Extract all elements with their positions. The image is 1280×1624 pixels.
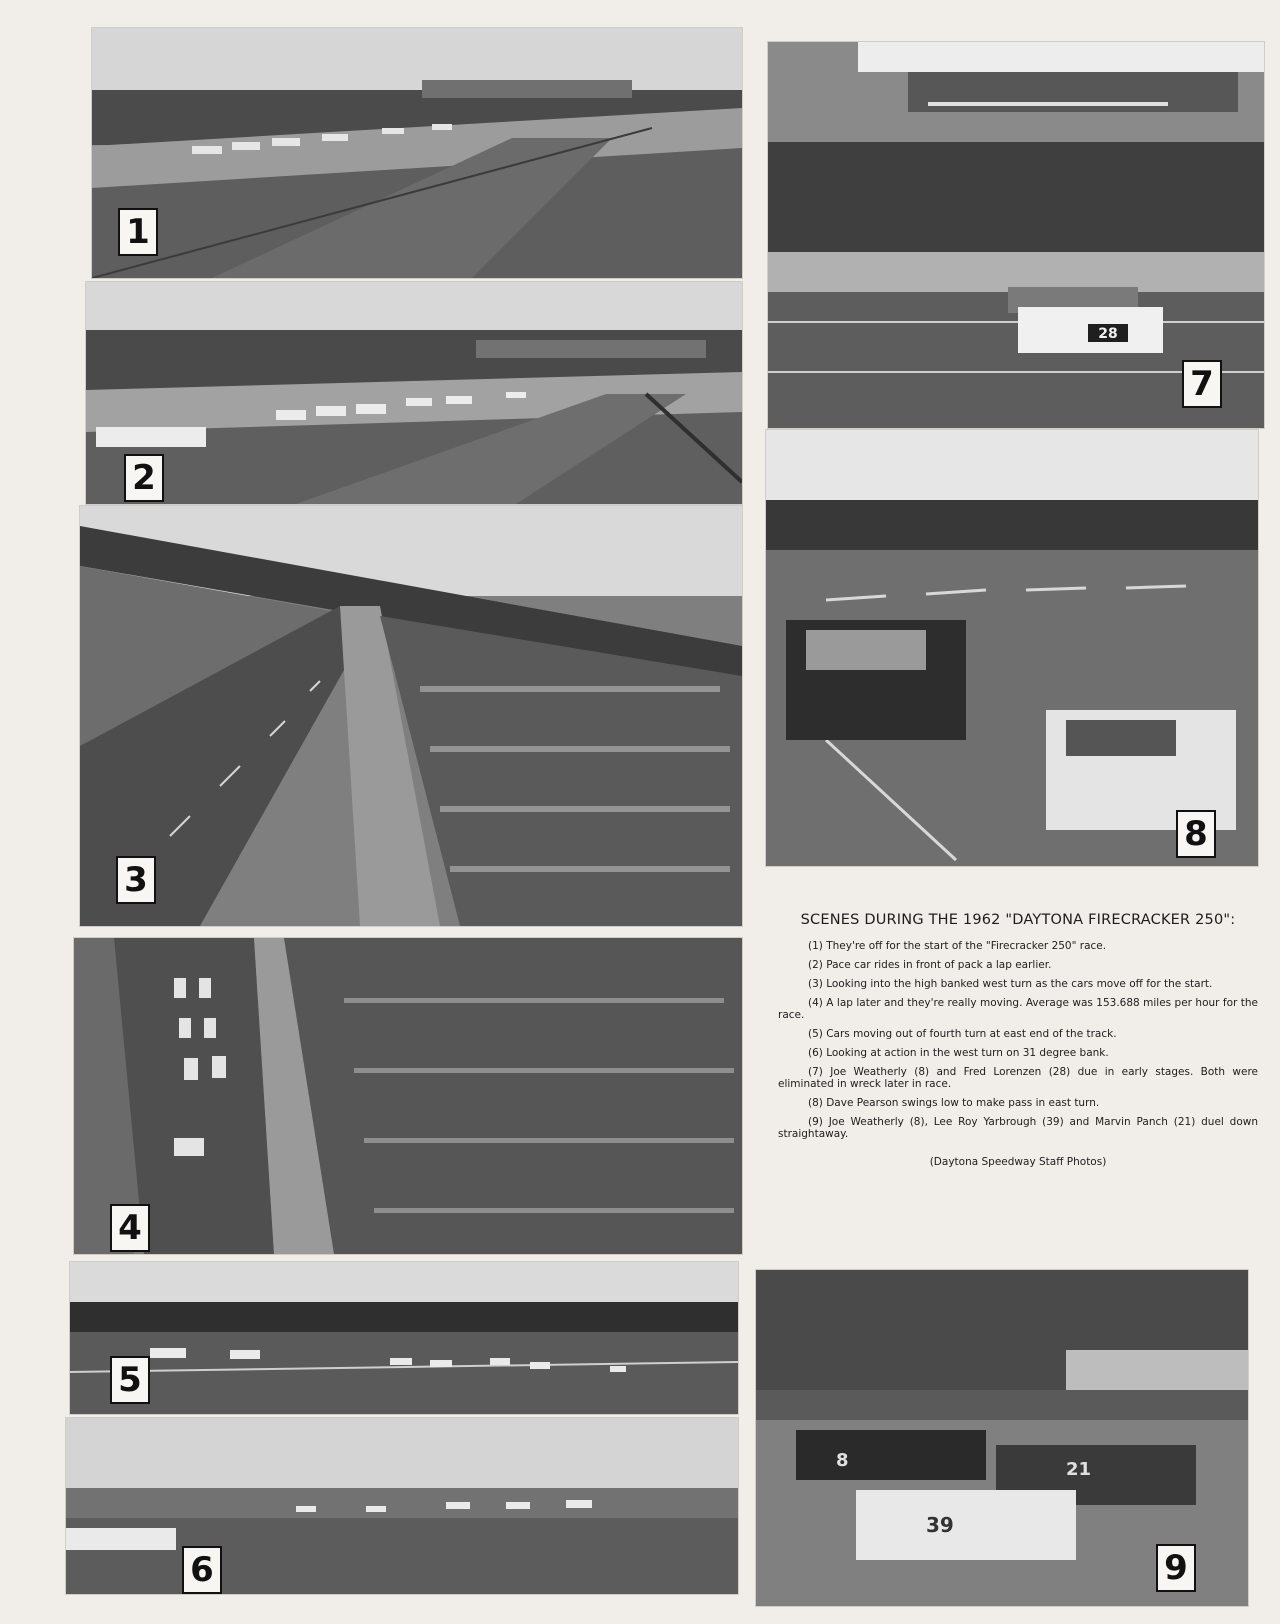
photo-3 (80, 506, 742, 926)
photo-9 (756, 1270, 1248, 1606)
caption-item-6: (6) Looking at action in the west turn on 31 degree bank. (808, 1047, 1109, 1059)
photo-7-number: 7 (1182, 360, 1222, 408)
caption-block (778, 912, 1258, 1168)
photo-3-number: 3 (116, 856, 156, 904)
photo-2-image (86, 282, 742, 504)
photo-4-number: 4 (110, 1204, 150, 1252)
photo-1-number: 1 (118, 208, 158, 256)
photo-5 (70, 1262, 738, 1414)
photo-9-car-number-39: 39 (926, 1513, 954, 1537)
photo-2 (86, 282, 742, 504)
photo-6-number: 6 (182, 1546, 222, 1594)
photo-4-image (74, 938, 742, 1254)
photo-7 (768, 42, 1264, 428)
photo-1-image (92, 28, 742, 278)
photo-2-number: 2 (124, 454, 164, 502)
caption-item-5: (5) Cars moving out of fourth turn at east end of the track. (808, 1028, 1117, 1040)
photo-1 (92, 28, 742, 278)
photo-5-image (70, 1262, 738, 1414)
photo-9-number: 9 (1156, 1544, 1196, 1592)
caption-item-7: (7) Joe Weatherly (8) and Fred Lorenzen (28) due in early stages. Both were eliminated in wreck later in race. (778, 1066, 1258, 1090)
caption-item-1: (1) They're off for the start of the "Firecracker 250" race. (808, 940, 1107, 952)
photo-6-image (66, 1418, 738, 1594)
photo-5-number: 5 (110, 1356, 150, 1404)
caption-item-8: (8) Dave Pearson swings low to make pass in east turn. (808, 1097, 1100, 1109)
photo-6 (66, 1418, 738, 1594)
photo-3-image (80, 506, 742, 926)
photo-credit: (Daytona Speedway Staff Photos) (929, 1156, 1107, 1168)
caption-item-4: (4) A lap later and they're really moving. Average was 153.688 miles per hour for the race. (778, 997, 1258, 1021)
photo-8-number: 8 (1176, 810, 1216, 858)
photo-8 (766, 430, 1258, 866)
photo-9-car-number-8: 8 (836, 1450, 849, 1471)
caption-item-3: (3) Looking into the high banked west turn as the cars move off for the start. (808, 978, 1213, 990)
caption-item-9: (9) Joe Weatherly (8), Lee Roy Yarbrough (39) and Marvin Panch (21) duel down straightaway. (778, 1116, 1258, 1140)
photo-4 (74, 938, 742, 1254)
caption-item-2: (2) Pace car rides in front of pack a lap earlier. (808, 959, 1052, 971)
caption-title: SCENES DURING THE 1962 "DAYTONA FIRECRACKER 250": (800, 912, 1236, 928)
photo-9-car-number-21: 21 (1066, 1459, 1092, 1480)
photo-8-image (766, 430, 1258, 866)
photo-7-car-number: 28 (1098, 326, 1118, 342)
